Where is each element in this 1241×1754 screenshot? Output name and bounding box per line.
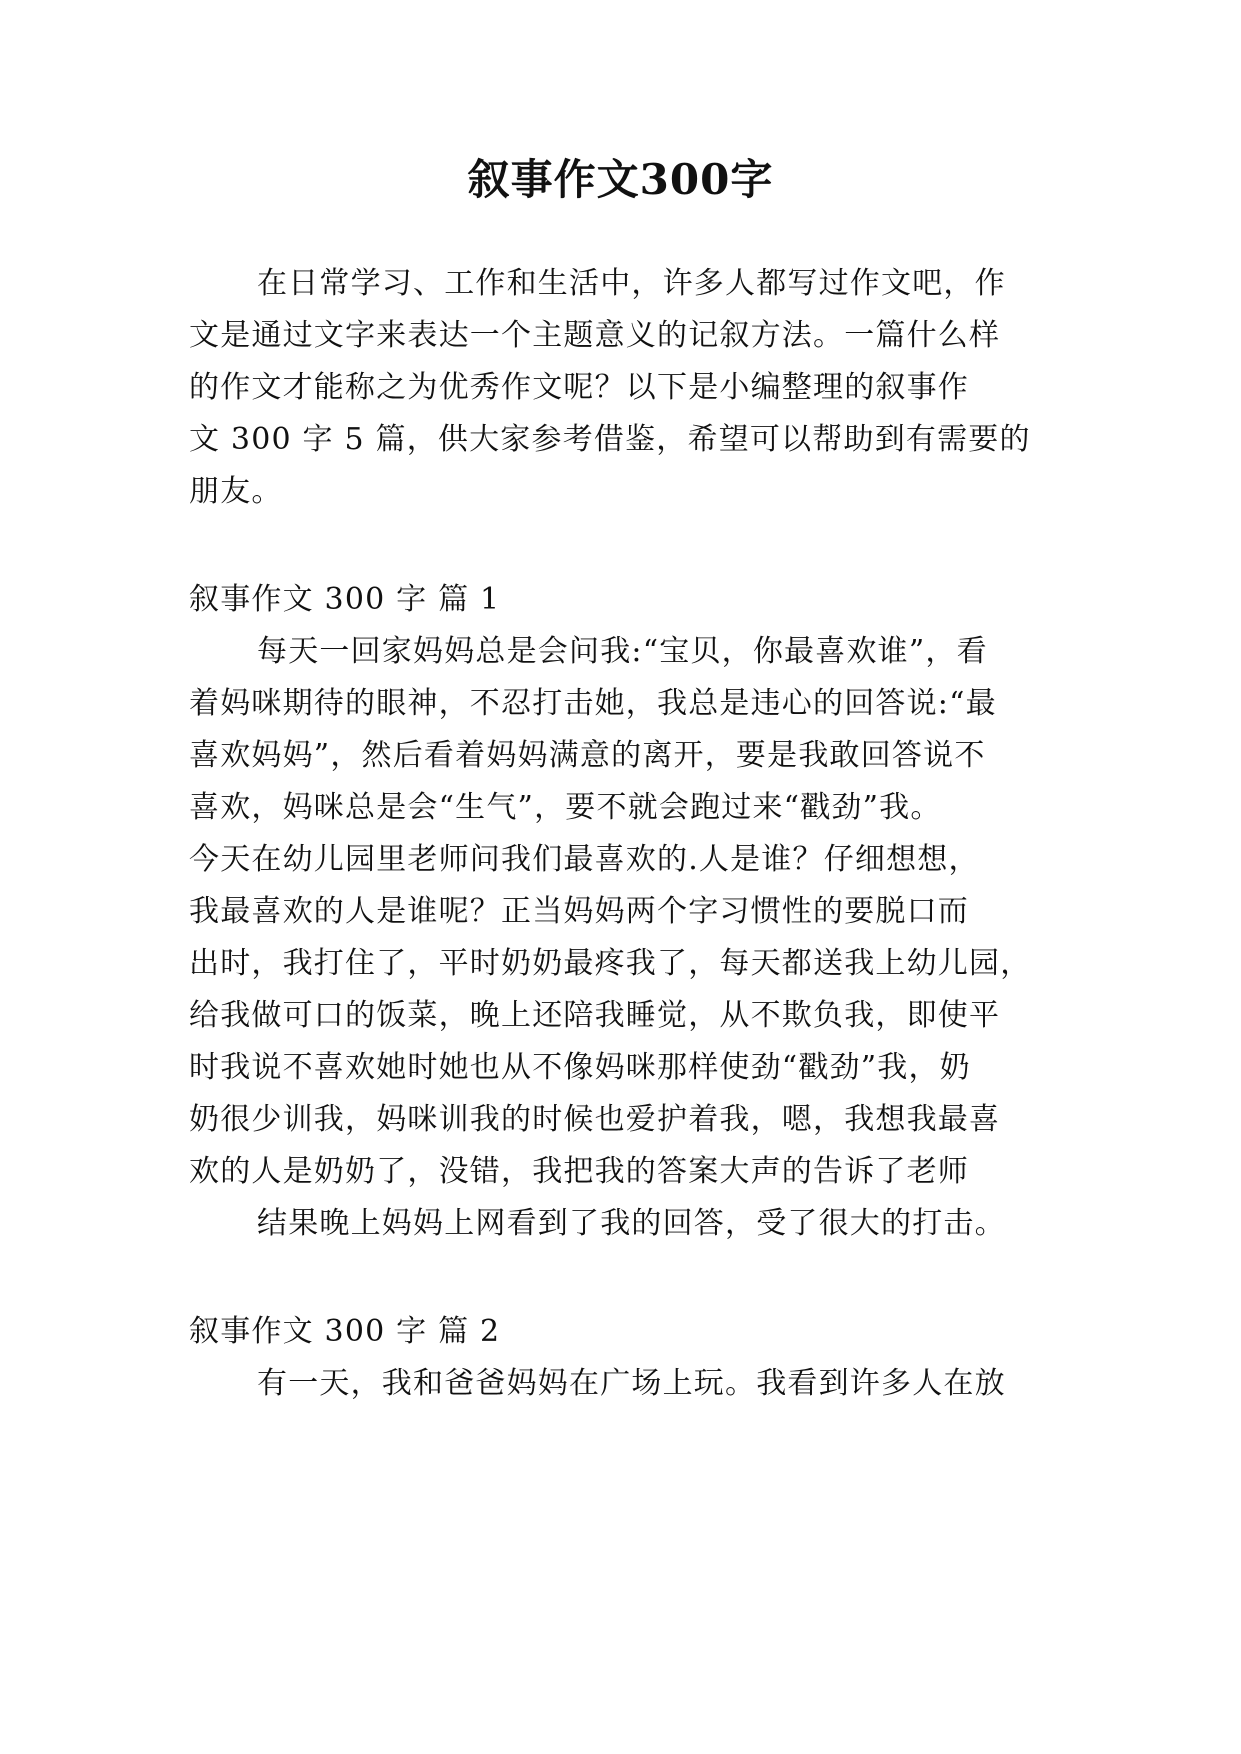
intro-line: 文 300 字 5 篇，供大家参考借鉴，希望可以帮助到有需要的 [189,422,1031,457]
paragraph-line: 着妈咪期待的眼神，不忍打击她，我总是违心的回答说:“最 [189,686,997,721]
intro-line: 在日常学习、工作和生活中，许多人都写过作文吧，作 [257,266,1006,301]
paragraph-line: 有一天，我和爸爸妈妈在广场上玩。我看到许多人在放 [257,1366,1006,1401]
paragraph-line: 时我说不喜欢她时她也从不像妈咪那样使劲“戳劲”我，奶 [189,1050,971,1085]
section-heading: 叙事作文 300 字 篇 1 [189,582,501,617]
intro-line: 的作文才能称之为优秀作文呢？以下是小编整理的叙事作 [189,370,969,405]
document-title: 叙事作文300字 [467,155,774,204]
paragraph-line: 喜欢妈妈”，然后看着妈妈满意的离开，要是我敢回答说不 [189,738,986,773]
paragraph-line: 给我做可口的饭菜，晚上还陪我睡觉，从不欺负我，即使平 [189,998,1001,1033]
intro-line: 朋友。 [189,474,283,509]
paragraph-line: 出时，我打住了，平时奶奶最疼我了，每天都送我上幼儿园， [189,946,1032,981]
paragraph-line: 今天在幼儿园里老师问我们最喜欢的.人是谁？仔细想想， [189,842,980,877]
paragraph-line: 奶很少训我，妈咪训我的时候也爱护着我，嗯，我想我最喜 [189,1102,1001,1137]
paragraph-line: 我最喜欢的人是谁呢？正当妈妈两个字习惯性的要脱口而 [189,894,969,929]
paragraph-line: 欢的人是奶奶了，没错，我把我的答案大声的告诉了老师 [189,1154,969,1189]
intro-line: 文是通过文字来表达一个主题意义的记叙方法。一篇什么样 [189,318,1001,353]
paragraph-line: 喜欢，妈咪总是会“生气”，要不就会跑过来“戳劲”我。 [189,790,942,825]
section-heading: 叙事作文 300 字 篇 2 [189,1314,501,1349]
paragraph-line: 每天一回家妈妈总是会问我:“宝贝，你最喜欢谁”，看 [257,634,988,669]
paragraph-line: 结果晚上妈妈上网看到了我的回答，受了很大的打击。 [257,1206,1006,1241]
